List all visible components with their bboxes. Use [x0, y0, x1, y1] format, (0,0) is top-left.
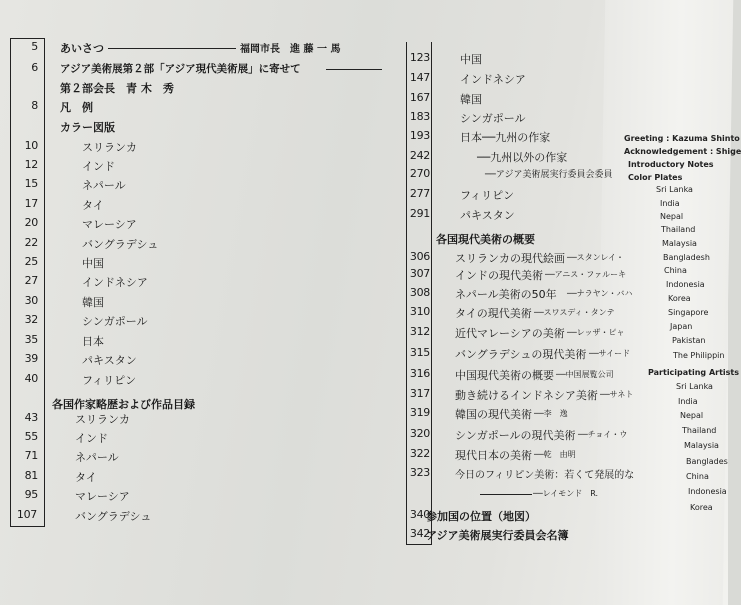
toc-entry-title: マレーシア — [82, 218, 137, 231]
toc-page-number: 30 — [24, 294, 38, 307]
toc-entry-author: ──レッザ・ピャ — [567, 328, 625, 337]
english-toc-entry: Bangladesh — [663, 253, 710, 262]
toc-page-number: 270 — [409, 167, 430, 180]
toc-entry-author: ──スワスディ・タンテ — [534, 308, 615, 317]
toc-page-number: 27 — [24, 274, 38, 287]
toc-entry-title: 現代日本の美術 — [455, 449, 532, 462]
toc-page-number: 40 — [24, 372, 38, 385]
english-toc-entry: Singapore — [668, 308, 709, 317]
toc-page-number: 20 — [24, 216, 38, 229]
toc-entry-title: ネパール — [82, 179, 126, 192]
toc-entry-title: 各国現代美術の概要 — [436, 233, 535, 246]
dash-leader — [326, 69, 382, 70]
toc-entry-title: バングラデシュ — [82, 238, 159, 251]
toc-entry-title: インドネシア — [460, 73, 526, 86]
toc-entry-title: フィリピン — [82, 374, 137, 387]
english-toc-entry: Korea — [690, 503, 713, 512]
toc-entry-title: 中国現代美術の概要 — [455, 369, 554, 382]
english-toc-entry: Nepal — [680, 411, 704, 420]
toc-page-number: 147 — [409, 71, 430, 84]
toc-page-number: 319 — [409, 406, 430, 419]
toc-entry-author: ──ナラヤン・バハ — [567, 289, 633, 298]
toc-page-number: 320 — [409, 427, 430, 440]
toc-page-number: 17 — [24, 197, 38, 210]
english-toc-entry: China — [664, 266, 687, 275]
toc-entry-author: ──レイモンド R. — [533, 489, 599, 498]
toc-entry-title: 第２部会長 青 木 秀 — [60, 82, 174, 95]
toc-page-number: 323 — [409, 466, 430, 479]
toc-entry-author: ──乾 由明 — [534, 450, 576, 459]
english-toc-entry: Greeting : Kazuma Shinto — [624, 134, 740, 143]
toc-page-number: 15 — [24, 177, 38, 190]
toc-page-number: 312 — [409, 325, 430, 338]
toc-entry-title: カラー図版 — [60, 121, 115, 134]
toc-entry-title: 韓国 — [82, 296, 104, 309]
toc-entry-title: シンガポールの現代美術 — [455, 429, 576, 442]
toc-page-number: 316 — [409, 367, 430, 380]
english-toc-entry: Korea — [668, 294, 691, 303]
english-toc-entry: Introductory Notes — [628, 160, 714, 169]
english-toc-entry: Japan — [670, 322, 693, 331]
english-toc-entry: Indonesia — [666, 280, 705, 289]
toc-page-number: 308 — [409, 286, 430, 299]
left-column-rule-inner — [44, 38, 45, 526]
english-toc-entry: The Philippin — [673, 351, 725, 360]
left-column-rule-bottom — [10, 526, 45, 527]
toc-entry-author: ──スタンレイ・ — [567, 253, 625, 262]
english-toc-entry: Thailand — [661, 225, 696, 234]
toc-entry-title: 韓国の現代美術 — [455, 408, 532, 421]
toc-page-number: 35 — [24, 333, 38, 346]
toc-entry-title: アジア美術展実行委員会名簿 — [426, 529, 569, 542]
toc-page-number: 315 — [409, 346, 430, 359]
toc-entry-title: インドネシア — [82, 276, 148, 289]
toc-page-number: 317 — [409, 387, 430, 400]
toc-page-number: 12 — [24, 158, 38, 171]
toc-entry-title: 日本 — [82, 335, 104, 348]
middle-column-rule-bottom — [406, 544, 432, 545]
toc-entry-title: インドの現代美術 — [455, 269, 543, 282]
english-toc-entry: Sri Lanka — [656, 185, 693, 194]
toc-entry-title: 日本──九州の作家 — [460, 131, 551, 144]
left-column-rule-top — [10, 38, 45, 39]
toc-entry-title: 韓国 — [460, 93, 482, 106]
toc-entry-title: スリランカの現代絵画 — [455, 252, 565, 265]
toc-entry-title: あいさつ — [60, 42, 104, 55]
toc-entry-title: シンガポール — [460, 112, 526, 125]
toc-entry-title: マレーシア — [75, 490, 130, 503]
toc-entry-author: ──李 逸 — [534, 409, 568, 418]
toc-entry-title: アジア美術展第２部「アジア現代美術展」に寄せて — [60, 63, 301, 75]
english-toc-entry: Acknowledgement : Shige — [624, 147, 741, 156]
middle-column-rule-inner — [431, 42, 432, 544]
toc-entry-title: 動き続けるインドネシア美術 — [455, 389, 598, 402]
toc-page-number: 342 — [409, 527, 430, 540]
toc-entry-title: タイ — [82, 199, 104, 212]
toc-entry-title: スリランカ — [75, 413, 130, 426]
toc-entry-title: 各国作家略歴および作品目録 — [52, 398, 195, 411]
toc-entry-title: インド — [75, 432, 108, 445]
toc-page-number: 22 — [24, 236, 38, 249]
toc-page-number: 25 — [24, 255, 38, 268]
english-toc-entry: Participating Artists — [648, 368, 739, 377]
toc-page-number: 32 — [24, 313, 38, 326]
toc-entry-title: 中国 — [460, 53, 482, 66]
toc-entry-title: 近代マレーシアの美術 — [455, 327, 565, 340]
toc-entry-author: ──サイード — [589, 349, 631, 358]
toc-page-number: 5 — [31, 40, 38, 53]
english-toc-entry: Malaysia — [684, 441, 719, 450]
toc-page-number: 183 — [409, 110, 430, 123]
english-toc-entry: Sri Lanka — [676, 382, 713, 391]
english-toc-entry: Pakistan — [672, 336, 706, 345]
toc-entry-title: 凡 例 — [60, 101, 93, 114]
toc-entry-title: スリランカ — [82, 141, 137, 154]
toc-entry-title: インド — [82, 160, 115, 173]
toc-page-number: 193 — [409, 129, 430, 142]
toc-entry-title: 今日のフィリピン美術：若くて発展的な — [455, 470, 635, 481]
toc-entry-title: パキスタン — [460, 209, 515, 222]
toc-page-number: 55 — [24, 430, 38, 443]
toc-page-number: 307 — [409, 267, 430, 280]
toc-page-number: 340 — [409, 508, 430, 521]
toc-entry-title: バングラデシュ — [75, 510, 152, 523]
english-toc-sheet — [595, 0, 734, 605]
toc-entry-title: ──九州以外の作家 — [477, 151, 568, 164]
english-toc-entry: Indonesia — [688, 487, 727, 496]
english-toc-entry: India — [660, 199, 680, 208]
toc-page-number: 322 — [409, 447, 430, 460]
dash-leader — [108, 48, 236, 49]
toc-entry-title: バングラデシュの現代美術 — [455, 348, 587, 361]
toc-page-number: 8 — [31, 99, 38, 112]
toc-page-number: 39 — [24, 352, 38, 365]
english-toc-entry: India — [678, 397, 698, 406]
toc-page-number: 291 — [409, 207, 430, 220]
english-toc-entry: Thailand — [682, 426, 717, 435]
toc-page-number: 81 — [24, 469, 38, 482]
toc-entry-title: 参加国の位置（地図） — [426, 510, 536, 523]
english-toc-entry: Malaysia — [662, 239, 697, 248]
toc-entry-title: シンガポール — [82, 315, 148, 328]
toc-entry-title: ネパール美術の50年 — [455, 288, 557, 301]
english-toc-entry: Color Plates — [628, 173, 683, 182]
toc-entry-author: ──アニス・ファルーキ — [545, 270, 627, 279]
toc-entry-author: ──サネト — [600, 390, 634, 399]
dash-leader — [480, 494, 532, 495]
toc-page-number: 95 — [24, 488, 38, 501]
toc-page-number: 123 — [409, 51, 430, 64]
english-toc-entry: Banglades — [686, 457, 728, 466]
toc-entry-title: ──アジア美術展実行委員会委員 — [485, 170, 613, 180]
toc-entry-title: パキスタン — [82, 354, 137, 367]
toc-entry-title: フィリピン — [460, 189, 515, 202]
toc-page-number: 107 — [16, 508, 37, 521]
toc-page-number: 242 — [409, 149, 430, 162]
toc-entry-author: 福岡市長 進 藤 一 馬 — [240, 44, 341, 55]
toc-entry-author: ──チョイ・ウ — [578, 430, 628, 439]
toc-page-number: 43 — [24, 411, 38, 424]
toc-page-number: 10 — [24, 139, 38, 152]
toc-entry-title: 中国 — [82, 257, 104, 270]
english-toc-entry: China — [686, 472, 709, 481]
toc-page-number: 6 — [31, 61, 38, 74]
english-toc-entry: Nepal — [660, 212, 684, 221]
toc-page-number: 71 — [24, 449, 38, 462]
toc-page-number: 310 — [409, 305, 430, 318]
toc-page-number: 306 — [409, 250, 430, 263]
toc-entry-title: タイ — [75, 471, 97, 484]
toc-entry-author: ──中国展覧公司 — [556, 370, 614, 379]
toc-entry-title: タイの現代美術 — [455, 307, 532, 320]
toc-page-number: 277 — [409, 187, 430, 200]
toc-page-number: 167 — [409, 91, 430, 104]
toc-entry-title: ネパール — [75, 451, 119, 464]
